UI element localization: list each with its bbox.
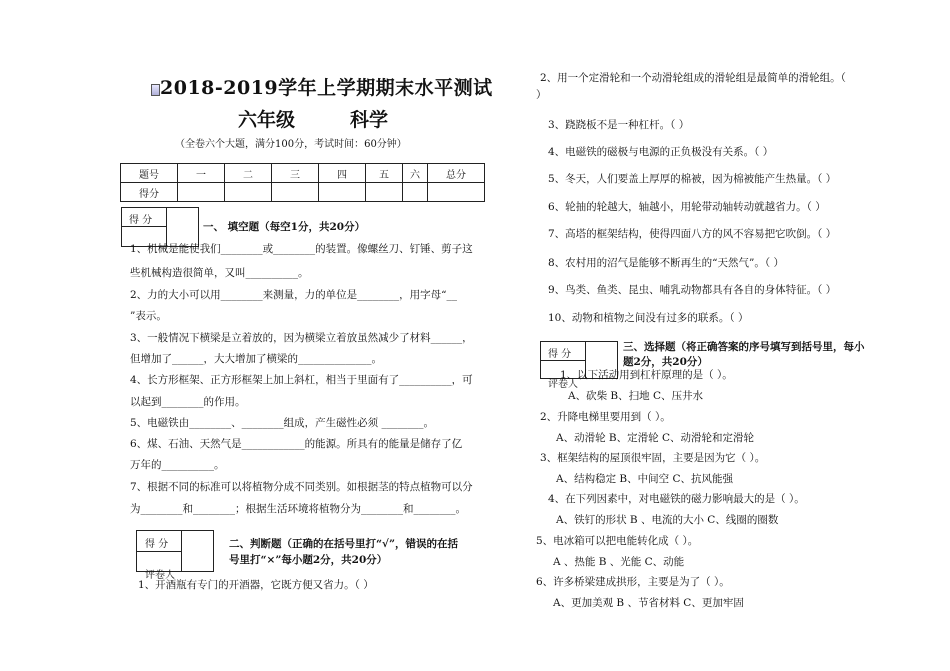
score-table-cell: 三 — [272, 164, 319, 183]
exam-note: （全卷六个大题，满分100分，考试时间：60分钟） — [175, 139, 407, 150]
judge-item: 4、电磁铁的磁极与电源的正负极没有关系。（ ） — [548, 146, 774, 158]
score-box-label: 得 分 — [129, 215, 153, 226]
choice-question: 4、在下列因素中，对电磁铁的磁力影响最大的是（ ）。 — [548, 493, 805, 505]
choice-question: 1、以下活动用到杠杆原理的是（ ）。 — [560, 369, 733, 381]
fill-line: 为________和________；根据生活环境将植物分为________和________。 — [130, 503, 466, 515]
fill-line: 5、电磁铁由________、________组成，产生磁性必须 ________。 — [130, 417, 435, 429]
judge-item: 10、动物和植物之间没有过多的联系。（ ） — [548, 312, 749, 324]
score-table-cell: 得分 — [121, 183, 178, 202]
choice-question: 6、许多桥梁建成拱形，主要是为了（ ）。 — [536, 576, 730, 588]
choice-options: A、铁钉的形状 B 、电流的大小 C、线圈的圈数 — [556, 514, 779, 526]
judge-item: 7、高塔的框架结构，使得四面八方的风不容易把它吹倒。（ ） — [548, 228, 837, 240]
fill-line: 6、煤、石油、天然气是____________的能源。所具有的能量是储存了亿 — [130, 438, 463, 450]
score-input-cell[interactable] — [319, 183, 366, 202]
document-icon — [151, 84, 160, 96]
judge-item: 3、跷跷板不是一种杠杆。（ ） — [548, 119, 690, 131]
fill-line: 7、根据不同的标准可以将植物分成不同类别。如根据茎的特点植物可以分 — [130, 481, 473, 493]
grade-label: 六年级 — [238, 109, 296, 131]
fill-line: 以起到________的作用。 — [130, 396, 246, 408]
choice-question: 5、电冰箱可以把电能转化成（ ）。 — [536, 535, 699, 547]
score-input-cell[interactable] — [366, 183, 403, 202]
score-input-cell[interactable] — [403, 183, 428, 202]
section3-heading-line1: 三、选择题（将正确答案的序号填写到括号里，每小 — [623, 341, 865, 353]
score-input-cell[interactable] — [178, 183, 225, 202]
judge-item: ） — [536, 89, 547, 101]
choice-options: A、结构稳定 B、中间空 C、抗风能强 — [556, 473, 734, 485]
fill-line: 些机械构造很简单，又叫__________。 — [130, 267, 309, 279]
judge-item: 8、农村用的沼气是能够不断再生的“天然气”。（ ） — [548, 257, 785, 269]
score-box-label: 得 分 — [145, 539, 169, 550]
exam-title: 2018-2019学年上学期期末水平测试 — [160, 77, 493, 99]
score-table-cell: 总分 — [428, 164, 485, 183]
score-table-cell: 二 — [225, 164, 272, 183]
score-input-cell[interactable] — [272, 183, 319, 202]
section1-heading: 一、 填空题（每空1分，共20分） — [203, 221, 366, 233]
score-table-cell: 六 — [403, 164, 428, 183]
score-table — [120, 163, 485, 202]
choice-options: A 、热能 B 、光能 C、动能 — [553, 556, 685, 568]
score-input-cell[interactable] — [428, 183, 485, 202]
choice-options: A、动滑轮 B、定滑轮 C、动滑轮和定滑轮 — [556, 432, 755, 444]
fill-line: 2、力的大小可以用________来测量，力的单位是________，用字母“__ — [130, 289, 458, 301]
section2-heading-line1: 二、判断题（正确的在括号里打“√”，错误的在括 — [229, 538, 458, 550]
score-table-header-row — [121, 164, 485, 183]
fill-line: ”表示。 — [130, 310, 167, 322]
judge-item: 9、鸟类、鱼类、昆虫、哺乳动物都具有各自的身体特征。（ ） — [548, 284, 837, 296]
section1-score-box — [121, 207, 199, 247]
fill-line: 但增加了______，大大增加了横梁的______________。 — [130, 353, 382, 365]
score-table-cell: 五 — [366, 164, 403, 183]
choice-question: 3、框架结构的屋顶很牢固，主要是因为它（ ）。 — [540, 452, 766, 464]
score-table-cell: 四 — [319, 164, 366, 183]
score-table-cell: 一 — [178, 164, 225, 183]
judge-item: 2、用一个定滑轮和一个动滑轮组成的滑轮组是最简单的滑轮组。（ — [540, 72, 846, 84]
choice-options: A、砍柴 B、扫地 C、压井水 — [568, 390, 704, 402]
choice-options: A、更加美观 B 、节省材料 C、更加牢固 — [553, 597, 744, 609]
choice-question: 2、升降电梯里要用到（ ）。 — [540, 411, 671, 423]
score-table-cell: 题号 — [121, 164, 178, 183]
score-input-cell[interactable] — [225, 183, 272, 202]
section3-heading-line2: 题2分，共20分） — [623, 356, 708, 368]
fill-line: 1、机械是能使我们________或________的装置。像螺丝刀、钉锤、剪子这 — [130, 243, 473, 255]
fill-line: 3、一般情况下横梁是立着放的，因为横梁立着放虽然减少了材料______， — [130, 332, 473, 344]
score-box-label: 得 分 — [548, 349, 572, 360]
judge-item: 1、开酒瓶有专门的开酒器，它既方便又省力。（ ） — [138, 579, 374, 591]
reviewer-label: 评卷人 — [548, 379, 578, 390]
reviewer-label: 评卷人 — [145, 570, 175, 581]
judge-item: 5、冬天，人们要盖上厚厚的棉被，因为棉被能产生热量。（ ） — [548, 173, 837, 185]
section2-heading-line2: 号里打“×”每小题2分，共20分） — [229, 554, 388, 566]
judge-item: 6、轮抽的轮越大，轴越小，用轮带动轴转动就越省力。（ ） — [548, 201, 826, 213]
fill-line: 万年的__________。 — [130, 459, 225, 471]
fill-line: 4、长方形框架、正方形框架上加上斜杠，相当于里面有了__________，可 — [130, 374, 473, 386]
score-table-score-row — [121, 183, 485, 202]
subject-label: 科学 — [350, 109, 389, 131]
